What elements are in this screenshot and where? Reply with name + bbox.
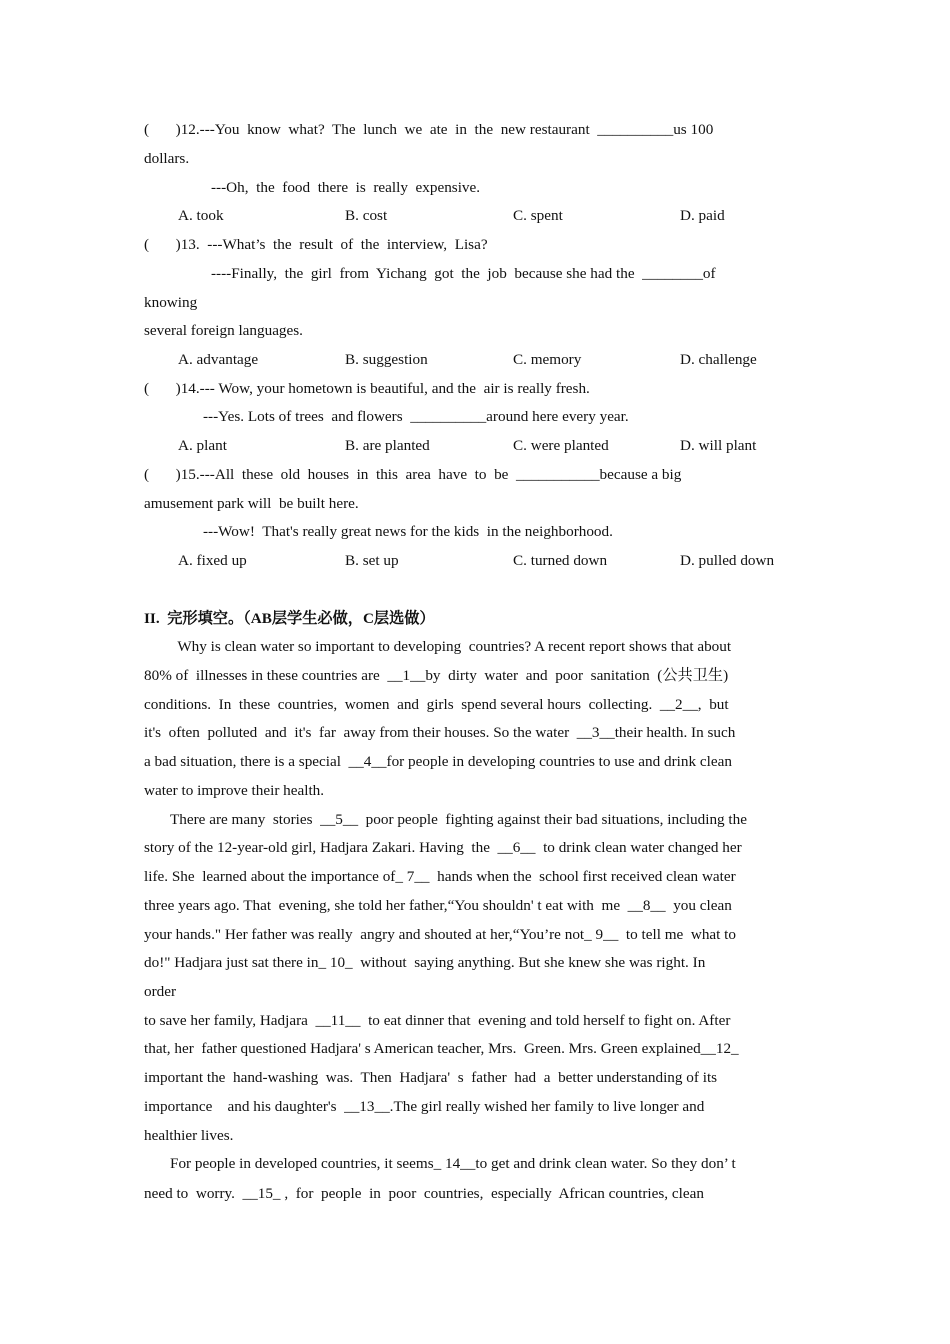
q13-stem: ( )13. ---What’s the result of the interview, Lisa? [144,236,488,253]
q14-option-c: C. were planted [513,437,609,454]
q12-stem-cont: dollars. [144,150,190,167]
passage-line-20: need to worry. __15_ , for people in poor countries, especially African countries, clean [144,1185,704,1202]
passage-line-4: it's often polluted and it's far away from their houses. So the water __3__their health. In such [144,724,736,741]
q12-option-c: C. spent [513,207,563,224]
q13-response-cont2: several foreign languages. [144,322,303,339]
passage-line-3: conditions. In these countries, women and girls spend several hours collecting. __2__, but [144,696,729,713]
passage-line-15: that, her father questioned Hadjara' s American teacher, Mrs. Green. Mrs. Green explained__12_ [144,1040,739,1057]
q12-stem: ( )12.---You know what? The lunch we ate in the new restaurant __________us 100 [144,121,714,138]
passage-line-16: important the hand-washing was. Then Hadjara' s father had a better understanding of its [144,1069,718,1086]
q12-option-b: B. cost [345,207,388,224]
passage-line-7: There are many stories __5__ poor people fighting against their bad situations, including the [170,811,747,828]
passage-line-17: importance and his daughter's __13__.The girl really wished her family to live longer and [144,1098,705,1115]
q12-option-d: D. paid [680,207,725,224]
passage-line-19: For people in developed countries, it seems_ 14__to get and drink clean water. So they don’ t [170,1155,736,1172]
passage-line-6: water to improve their health. [144,782,325,799]
q14-option-b: B. are planted [345,437,430,454]
q14-stem: ( )14.--- Wow, your hometown is beautiful, and the air is really fresh. [144,380,590,397]
q14-option-d: D. will plant [680,437,757,454]
q13-response: ----Finally, the girl from Yichang got the job because she had the ________of [211,265,716,282]
section-heading: II. 完形填空。（AB层学生必做，C层选做） [144,610,435,627]
q14-response: ---Yes. Lots of trees and flowers __________around here every year. [203,408,629,425]
passage-line-12: do!" Hadjara just sat there in_ 10_ without saying anything. But she knew she was right. In [144,954,706,971]
q15-option-d: D. pulled down [680,552,775,569]
passage-line-9: life. She learned about the importance of_ 7__ hands when the school first received clean water [144,868,736,885]
passage-line-10: three years ago. That evening, she told her father,“You shouldn' t eat with me __8__ you clean [144,897,732,914]
q14-option-a: A. plant [178,437,227,454]
passage-line-14: to save her family, Hadjara __11__ to eat dinner that evening and told herself to fight on. After [144,1012,731,1029]
passage-line-13: order [144,983,177,1000]
q15-option-c: C. turned down [513,552,608,569]
q13-option-d: D. challenge [680,351,757,368]
passage-line-1: Why is clean water so important to developing countries? A recent report shows that about [170,638,732,655]
q12-response: ---Oh, the food there is really expensive. [211,179,481,196]
q13-option-b: B. suggestion [345,351,428,368]
passage-line-2: 80% of illnesses in these countries are __1__by dirty water and poor sanitation (公共卫生) [144,667,729,684]
q15-stem-cont: amusement park will be built here. [144,495,359,512]
passage-line-8: story of the 12-year-old girl, Hadjara Zakari. Having the __6__ to drink clean water changed her [144,839,742,856]
passage-line-11: your hands." Her father was really angry and shouted at her,“You’re not_ 9__ to tell me what to [144,926,736,943]
q15-option-b: B. set up [345,552,399,569]
passage-line-18: healthier lives. [144,1127,234,1144]
q12-option-a: A. took [178,207,224,224]
q15-option-a: A. fixed up [178,552,247,569]
q13-response-cont: knowing [144,294,198,311]
passage-line-5: a bad situation, there is a special __4__for people in developing countries to use and drink clean [144,753,732,770]
q13-option-c: C. memory [513,351,582,368]
q15-stem: ( )15.---All these old houses in this area have to be ___________because a big [144,466,682,483]
q13-option-a: A. advantage [178,351,259,368]
q15-response: ---Wow! That's really great news for the kids in the neighborhood. [203,523,613,540]
